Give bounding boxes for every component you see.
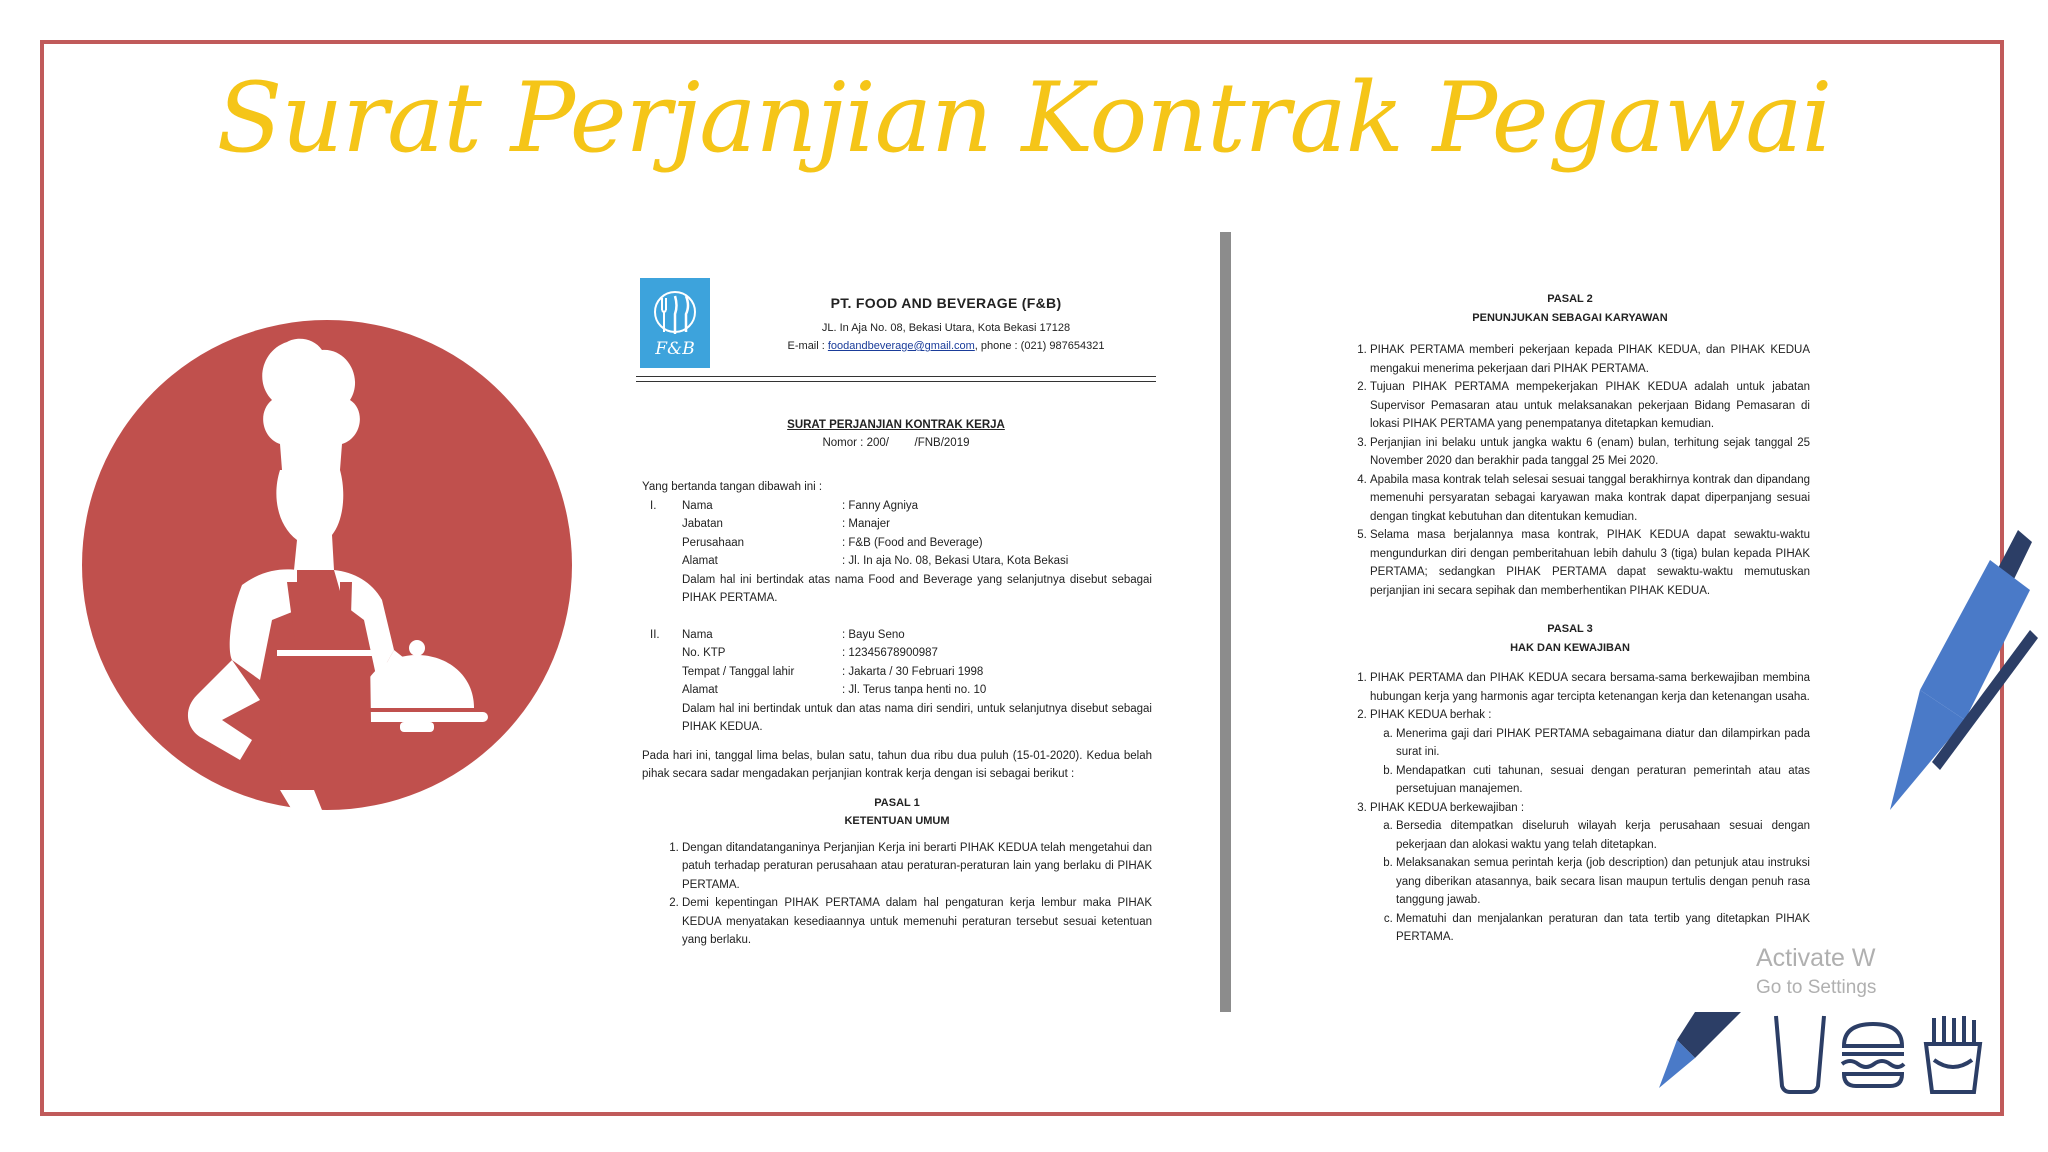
party2-block: [642, 626, 1152, 737]
field-label: Nama: [682, 499, 713, 512]
pencil-icon: [1655, 1010, 1745, 1090]
party-number: I.: [650, 499, 657, 512]
list-item: 3. Perjanjian ini belaku untuk jangka waktu 6 (enam) bulan, terhitung sejak tanggal 25 November 2020 dan berakhir pada tanggal 25 Mei 2020.: [1370, 434, 1810, 471]
field-value: : F&B (Food and Beverage): [842, 536, 983, 549]
list-item: 1. PIHAK PERTAMA memberi pekerjaan kepada PIHAK KEDUA, dan PIHAK KEDUA mengakui menerima pekerjaan dari PIHAK PERTAMA.: [1370, 341, 1810, 378]
letter-number: Nomor : 200/ /FNB/2019: [822, 437, 970, 449]
list-item: [1370, 799, 1810, 947]
closing-paragraph: Pada hari ini, tanggal lima belas, bulan satu, tahun dua ribu dua puluh (15-01-2020). Kedua belah pihak secara sadar mengadakan perjanjian kontrak kerja dengan isi sebagai berikut :: [642, 749, 1152, 780]
fries-icon: [1922, 1014, 1984, 1094]
field-label: Alamat: [682, 684, 718, 696]
email-link[interactable]: foodandbeverage@gmail.com: [827, 340, 975, 352]
list-item: 1. PIHAK PERTAMA dan PIHAK KEDUA secara bersama-sama berkewajiban membina hubungan kerja yang harmonis agar tercipta ketenangan kerja dan ketenangan usaha.: [1370, 669, 1810, 706]
burger-icon: [1838, 1020, 1908, 1090]
list-item-head: PIHAK KEDUA berkewajiban :: [1370, 801, 1525, 814]
letterhead: [736, 294, 1156, 356]
field-label: No. KTP: [682, 647, 726, 659]
letter-title: SURAT PERJANJIAN KONTRAK KERJA: [787, 419, 1005, 431]
header-rule: [636, 376, 1156, 377]
page-title: Surat Perjanjian Kontrak Pegawai: [216, 62, 1832, 174]
company-name: PT. FOOD AND BEVERAGE (F&B): [830, 295, 1062, 311]
chef-waiter-icon: [82, 320, 572, 810]
list-item: 1. Dengan ditandatanganinya Perjanjian Kerja ini berarti PIHAK KEDUA telah mengetahui dan patuh terhadap peraturan perusahaan atau peraturan-peraturan lain yang berlaku di PIHAK PERTAMA.: [682, 839, 1152, 895]
field-value: : Bayu Seno: [842, 628, 905, 641]
field-value: : Jl. In aja No. 08, Bekasi Utara, Kota Bekasi: [842, 555, 1069, 567]
phone-text: , phone : (021) 987654321: [974, 340, 1105, 352]
field-value: : 12345678900987: [842, 647, 938, 659]
field-label: Tempat / Tanggal lahir: [682, 665, 795, 678]
party2-note: Dalam hal ini bertindak untuk dan atas nama diri sendiri, untuk selanjutnya disebut sebagai PIHAK KEDUA.: [682, 702, 1152, 733]
list-item-head: PIHAK KEDUA berhak :: [1370, 709, 1492, 721]
intro-text: Yang bertanda tangan dibawah ini :: [642, 481, 823, 493]
pasal1-list: [642, 839, 1152, 950]
pasal-number: PASAL 2: [1547, 293, 1593, 305]
pen-icon: [1880, 520, 2040, 820]
logo-text: F&B: [655, 339, 695, 359]
field-label: Jabatan: [682, 518, 723, 530]
sub-item: b. Mendapatkan cuti tahunan, sesuai dengan peraturan pemerintah atau atas persetujuan manajemen.: [1396, 762, 1810, 799]
field-label: Perusahaan: [682, 536, 745, 549]
watermark-line2: Go to Settings: [1756, 977, 1877, 998]
list-item: [1370, 706, 1810, 799]
party-number: II.: [650, 628, 660, 641]
pasal-number: PASAL 1: [874, 796, 920, 809]
sub-item: a. Bersedia ditempatkan diseluruh wilayah kerja perusahaan sesuai dengan pekerjaan dan alokasi waktu yang telah ditetapkan.: [1396, 817, 1810, 854]
field-value: : Jl. Terus tanpa henti no. 10: [842, 684, 987, 696]
list-item: 4. Apabila masa kontrak telah selesai sesuai tanggal berakhirnya kontrak dan dipandang memenuhi persyaratan sebagai karyawan maka kontrak dapat diperpanjang sesuai dengan tingkat kebutuhan dan ditentukan kemudian.: [1370, 471, 1810, 527]
field-value: : Fanny Agniya: [842, 499, 919, 512]
activation-watermark[interactable]: [1756, 944, 1876, 999]
email-label: E-mail :: [787, 340, 828, 352]
pasal-title: KETENTUAN UMUM: [844, 815, 950, 827]
sub-list: [1370, 817, 1810, 947]
field-label: Alamat: [682, 555, 718, 567]
field-label: Nama: [682, 628, 713, 641]
pasal2-list: [1330, 341, 1810, 600]
cup-icon: [1772, 1014, 1828, 1094]
pasal-number: PASAL 3: [1547, 623, 1593, 635]
company-contact: [736, 337, 1156, 356]
letter-body: [642, 478, 1152, 950]
party1-note: Dalam hal ini bertindak atas nama Food and Beverage yang selanjutnya disebut sebagai PIHAK PERTAMA.: [682, 573, 1152, 604]
field-value: : Manajer: [842, 518, 890, 530]
sub-item: b. Melaksanakan semua perintah kerja (job description) dan petunjuk atau instruksi yang diberikan atasannya, baik secara lisan maupun tertulis dengan penuh rasa tanggung jawab.: [1396, 854, 1810, 910]
field-value: : Jakarta / 30 Februari 1998: [842, 665, 984, 678]
sub-list: [1370, 725, 1810, 799]
sub-item: a. Menerima gaji dari PIHAK PERTAMA sebagaimana diatur dan dilampirkan pada surat ini.: [1396, 725, 1810, 762]
pasal3-list: [1330, 669, 1810, 947]
list-item: 2. Demi kepentingan PIHAK PERTAMA dalam hal pengaturan kerja lembur maka PIHAK KEDUA menyatakan kesediaannya untuk memenuhi peraturan tersebut sesuai ketentuan yang berlaku.: [682, 894, 1152, 950]
company-address: JL. In Aja No. 08, Bekasi Utara, Kota Bekasi 17128: [821, 321, 1071, 334]
watermark-line1: Activate W: [1756, 944, 1876, 972]
page-divider: [1220, 232, 1231, 1012]
sub-item: c. Mematuhi dan menjalankan peraturan dan tata tertib yang ditetapkan PIHAK PERTAMA.: [1396, 910, 1810, 947]
party1-block: [642, 497, 1152, 608]
list-item: 5. Selama masa berjalannya masa kontrak, PIHAK KEDUA dapat sewaktu-waktu mengundurkan diri dengan pemberitahuan lebih dahulu 3 (tiga) bulan kepada PIHAK PERTAMA; sedangkan PIHAK PERTAMA dapat sewaktu-waktu memutuskan perjanjian ini secara sepihak dan memberhentikan PIHAK KEDUA.: [1370, 526, 1810, 600]
header-rule: [636, 381, 1156, 382]
letter-page-right: [1330, 290, 1810, 947]
pasal-title: PENUNJUKAN SEBAGAI KARYAWAN: [1472, 311, 1668, 324]
company-logo: [640, 278, 710, 368]
list-item: 2. Tujuan PIHAK PERTAMA mempekerjakan PIHAK KEDUA adalah untuk jabatan Supervisor Pemasaran atau untuk melaksanakan pekerjaan Bidang Pemasaran di lokasi PIHAK PERTAMA yang penempatanya ditetapkan kemudian.: [1370, 378, 1810, 434]
pasal-title: HAK DAN KEWAJIBAN: [1510, 641, 1630, 654]
